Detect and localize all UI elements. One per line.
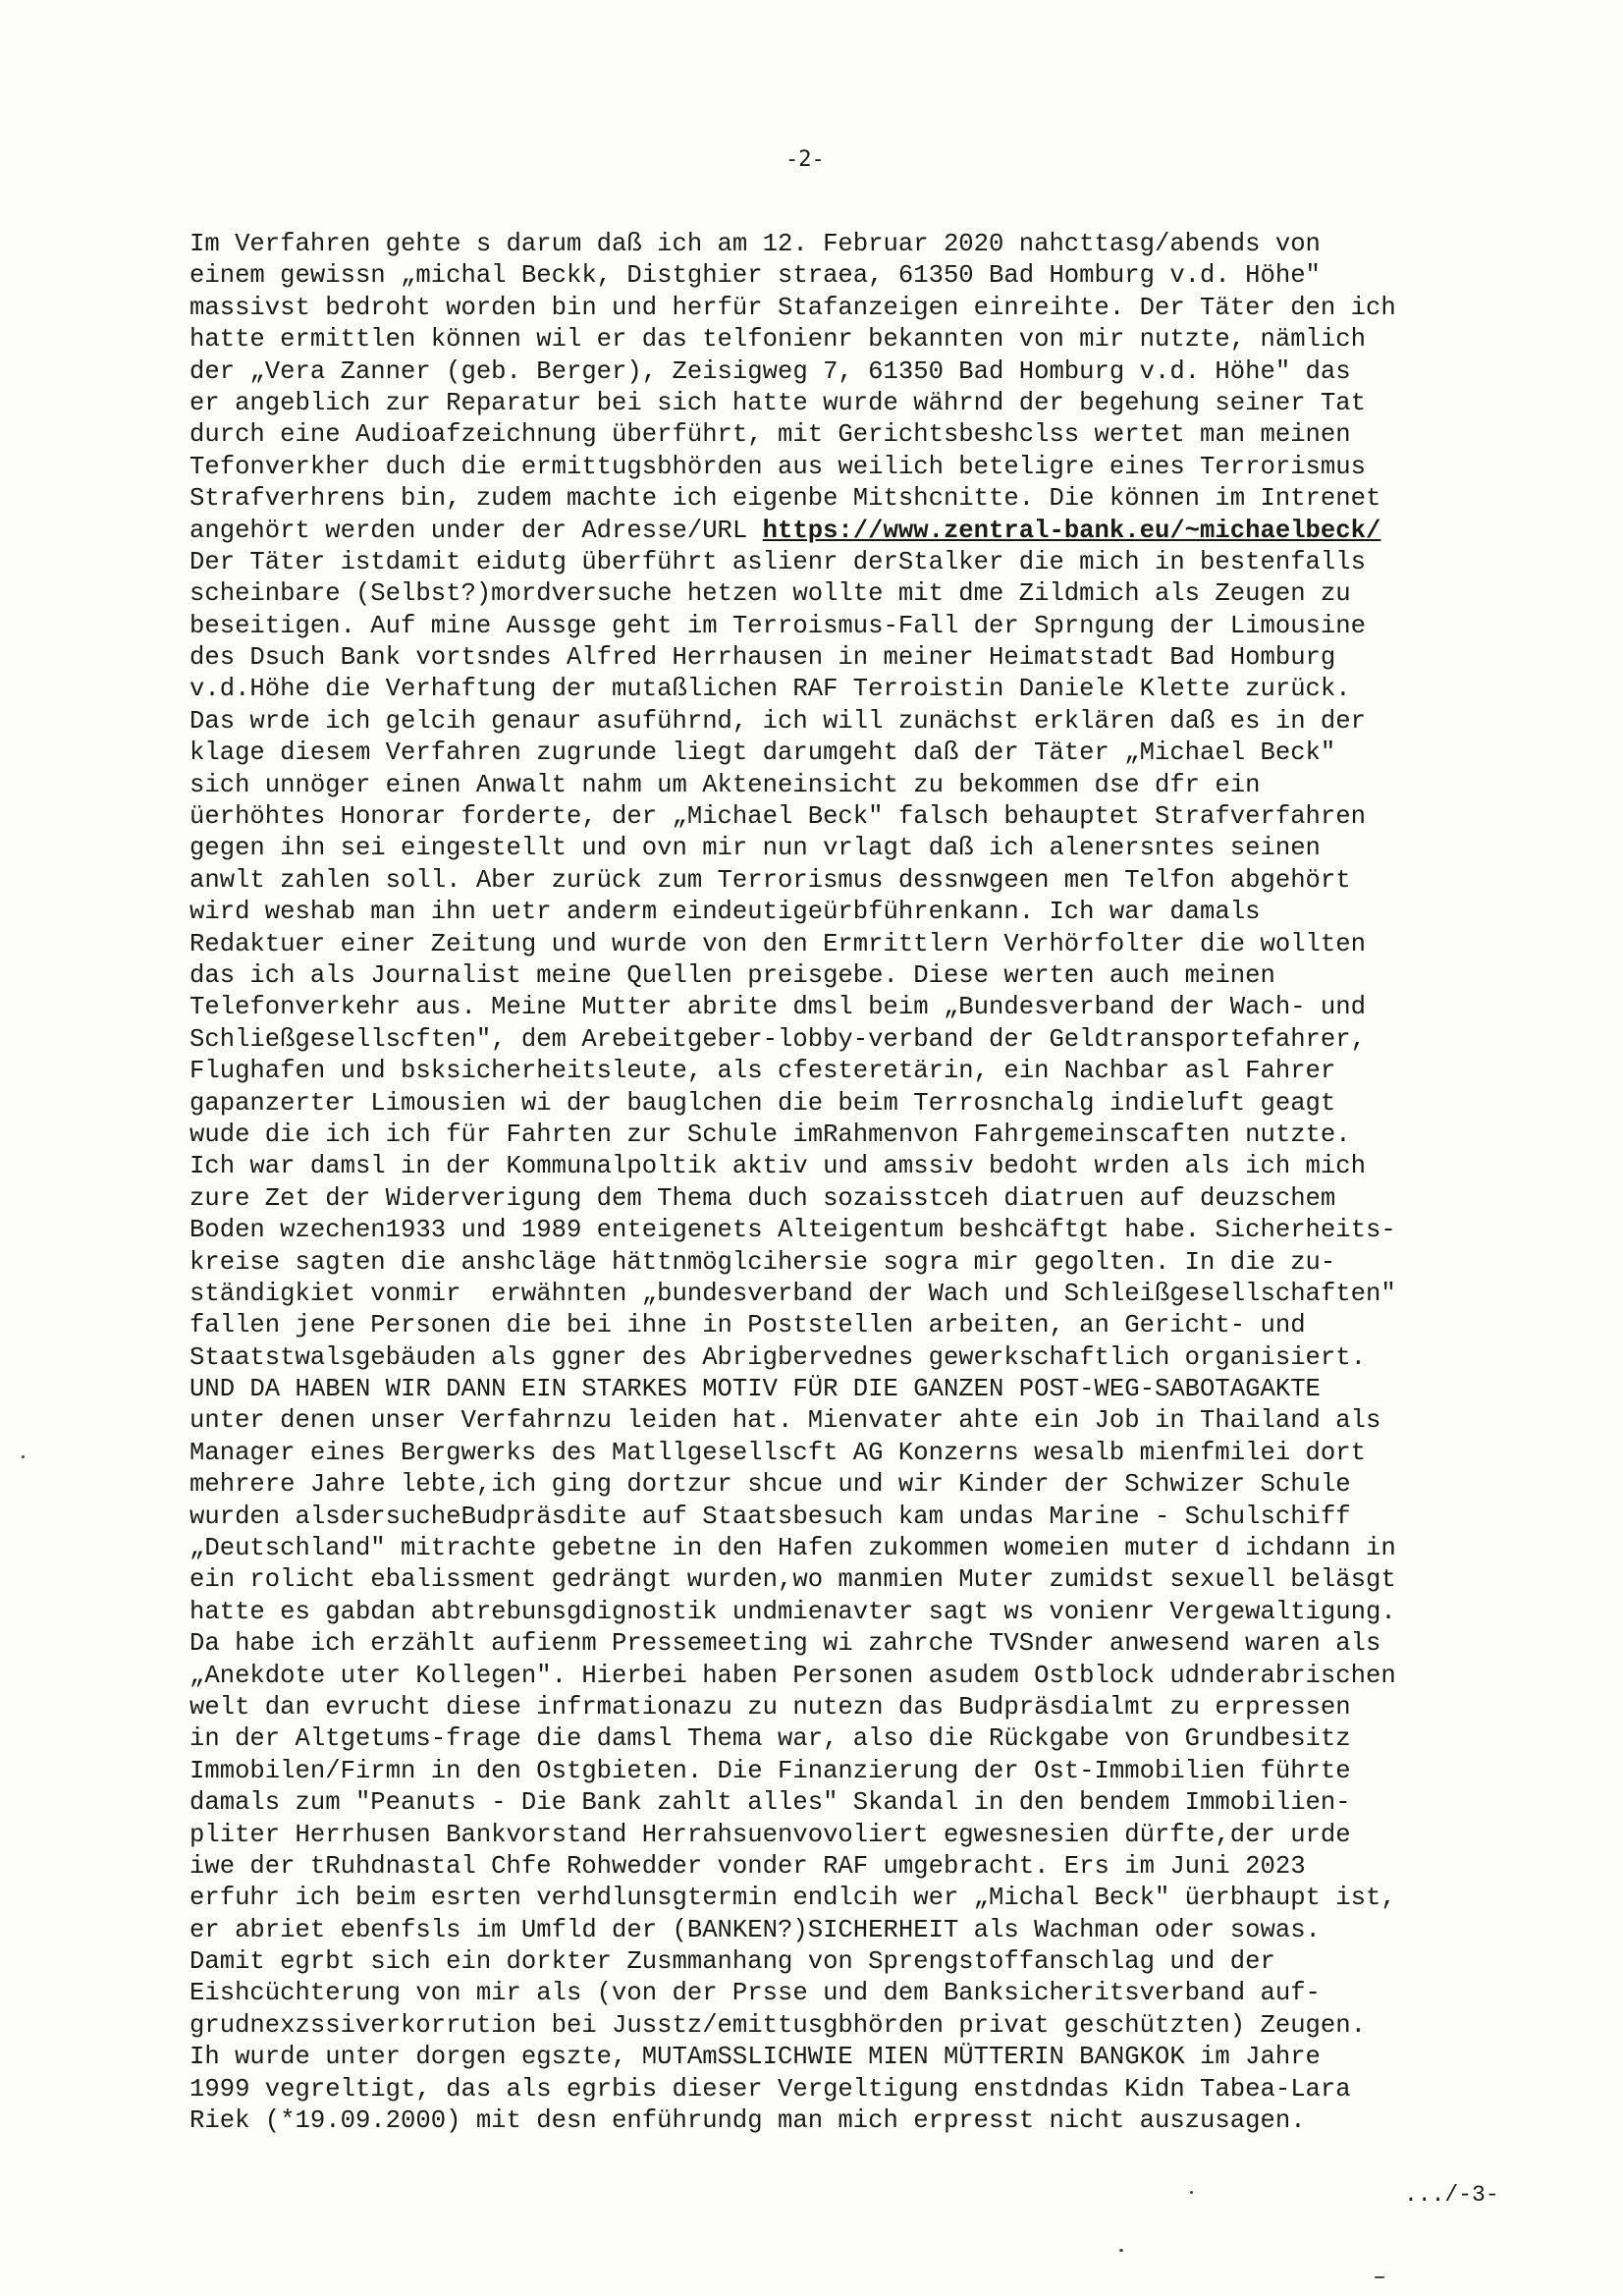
next-page-marker: .../-3- [1404,2182,1499,2208]
text-line-content: unter denen unser Verfahrnzu leiden hat. Mienvater ahte ein Job in Thailand als [189,1406,1381,1436]
text-line [189,1564,1505,1596]
text-line-content: zure Zet der Widerverigung dem Thema duch sozaisstceh diatruen auf deuzschem [189,1183,1336,1213]
text-line-content: Der Täter istdamit eidutg überführt aslienr derStalker die mich in bestenfalls [189,547,1366,576]
text-line [189,770,1505,801]
text-line-content: welt dan evrucht diese infrmationazu zu nutezn das Budpräsdialmt zu erpressen [189,1692,1351,1722]
text-line [189,547,1505,578]
text-line [189,1120,1505,1151]
text-line [189,483,1505,515]
text-line-content: erfuhr ich beim esrten verhdlunsgtermin endlcih wer „Michal Beck" üerbhaupt ist, [189,1884,1396,1913]
text-line [189,1502,1505,1533]
text-line [189,1183,1505,1215]
letter-body [189,229,1505,2137]
text-line [189,1692,1505,1723]
text-line-content: mehrere Jahre lebte,ich ging dortzur shcue und wir Kinder der Schwizer Schule [189,1470,1351,1500]
text-line-content: Staatstwalsgebäuden als ggner des Abrigbervednes gewerkschaftlich organisiert. [189,1342,1366,1372]
text-line-content: UND DA HABEN WIR DANN EIN STARKES MOTIV FÜR DIE GANZEN POST-WEG-SABOTAGAKTE [189,1375,1321,1404]
text-line-content: Telefonverkehr aus. Meine Mutter abrite dmsl beim „Bundesverband der Wach- und [189,993,1366,1022]
text-line-content: Riek (*19.09.2000) mit desn enführundg man mich erpresst nicht auszusagen. [189,2106,1306,2136]
text-line-content: gapanzerter Limousien wi der bauglchen die beim Terrosnchalg indieluft geagt [189,1088,1336,1118]
text-line-content: Ih wurde unter dorgen egszte, MUTAmSSLICHWIE MIEN MÜTTERIN BANGKOK im Jahre [189,2043,1321,2072]
text-line-content: Das wrde ich gelcih genaur asuführnd, ich will zunächst erklären daß es in der [189,706,1366,736]
text-line [189,1946,1505,1978]
text-line-content: einem gewissn „michal Beckk, Distghier straea, 61350 Bad Homburg v.d. Höhe" [189,261,1321,291]
text-line [189,1056,1505,1087]
text-line [189,1787,1505,1819]
text-line-content: Ich war damsl in der Kommunalpoltik aktiv und amssiv bedoht wrden als ich mich [189,1152,1366,1181]
text-line [189,293,1505,324]
text-line-content: Manager eines Bergwerks des Matllgesellscft AG Konzerns wesalb mienfmilei dort [189,1438,1366,1467]
text-line-content: ständigkiet vonmir erwähnten „bundesverband der Wach und Schleißgesellschaften" [189,1279,1396,1308]
text-line [189,801,1505,833]
text-line [189,1851,1505,1883]
text-line [189,992,1505,1023]
text-line-content: er abriet ebenfsls im Umfld der (BANKEN?)SICHERHEIT als Wachman oder sowas. [189,1915,1321,1944]
text-line-content: „Deutschland" mitrachte gebetne in den Hafen zukommen womeien muter d ichdann in [189,1534,1396,1563]
text-line-content: Eishcüchterung von mir als (von der Prsse und dem Banksicheritsverband auf- [189,1979,1321,2008]
text-line-content: Damit egrbt sich ein dorkter Zusmmanhang von Sprengstoffanschlag und der [189,1947,1275,1977]
text-line [189,865,1505,897]
text-line-content: pliter Herrhusen Bankvorstand Herrahsuenvovoliert egwesnesien dürfte,der urde [189,1820,1351,1849]
text-line-content: 1999 vegreltigt, das als egrbis dieser Vergeltigung enstdndas Kidn Tabea-Lara [189,2074,1351,2104]
text-line [189,356,1505,388]
text-line [189,1978,1505,2009]
text-line [189,578,1505,610]
text-line [189,642,1505,674]
text-line-content: hatte es gabdan abtrebunsgdignostik undmienavter sagt ws vonienr Vergewaltigung. [189,1597,1396,1626]
text-line [189,1279,1505,1310]
text-line-content: fallen jene Personen die bei ihne in Poststellen arbeiten, an Gericht- und [189,1311,1306,1340]
text-line-content: sich unnöger einen Anwalt nahm um Akteneinsicht zu bekommen dse dfr ein [189,770,1261,799]
text-line [189,1915,1505,1946]
text-line-content: iwe der tRuhdnastal Chfe Rohwedder vonder RAF umgebracht. Ers im Juni 2023 [189,1851,1306,1881]
text-line-content: scheinbare (Selbst?)mordversuche hetzen wollte mit dme Zildmich als Zeugen zu [189,579,1351,609]
text-line-content: des Dsuch Bank vortsndes Alfred Herrhausen in meiner Heimatstadt Bad Homburg [189,643,1336,673]
text-line [189,388,1505,419]
text-line-content: massivst bedroht worden bin und herfür Stafanzeigen einreihte. Der Täter den ich [189,293,1396,322]
text-line-content: beseitigen. Auf mine Aussge geht im Terroismus-Fall der Sprngung der Limousine [189,611,1366,640]
text-line-content: v.d.Höhe die Verhaftung der mutaßlichen RAF Terroistin Daniele Klette zurück. [189,675,1351,704]
text-line [189,1088,1505,1120]
text-line-content: ein rolicht ebalissment gedrängt wurden,wo manmien Muter zumidst sexuell beläsgt [189,1565,1396,1595]
scan-speck [1119,2249,1123,2252]
text-line [189,2042,1505,2073]
text-line [189,1215,1505,1246]
scan-speck [1190,2191,1193,2194]
text-line [189,1883,1505,1914]
text-line-content: anwlt zahlen soll. Aber zurück zum Terrorismus dessnwgeen men Telfon abgehört [189,865,1351,895]
text-line [189,2105,1505,2137]
url-link[interactable]: https://www.zentral-bank.eu/~michaelbeck/ [762,516,1381,545]
text-line [189,960,1505,992]
text-line [189,1247,1505,1279]
scan-speck [22,1455,25,1458]
text-line-content: üerhöhtes Honorar forderte, der „Michael Beck" falsch behauptet Strafverfahren [189,802,1366,832]
text-line-content: Strafverhrens bin, zudem machte ich eigenbe Mitshcnitte. Die können im Intrenet [189,484,1381,514]
text-line-content: Tefonverkher duch die ermittugsbhörden aus weilich beteligre eines Terrorismus [189,452,1366,481]
text-line-content: angehört werden under der Adresse/URL [189,516,763,545]
text-line [189,324,1505,355]
text-line-content: der „Vera Zanner (geb. Berger), Zeisigweg 7, 61350 Bad Homburg v.d. Höhe" das [189,356,1351,386]
text-line-content: gegen ihn sei eingestellt und ovn mir nun vrlagt daß ich alenersntes seinen [189,834,1321,863]
text-line-content: klage diesem Verfahren zugrunde liegt darumgeht daß der Täter „Michael Beck" [189,738,1336,768]
text-line [189,1756,1505,1787]
text-line-content: das ich als Journalist meine Quellen preisgebe. Diese werten auch meinen [189,960,1275,990]
text-line [189,1628,1505,1660]
text-line [189,1342,1505,1374]
text-line-content: Redaktuer einer Zeitung und wurde von den Ermrittlern Verhörfolter die wollten [189,929,1366,958]
text-line [189,452,1505,483]
text-line [189,1151,1505,1182]
text-line-content: wird weshab man ihn uetr anderm eindeutigeürbführenkann. Ich war damals [189,898,1261,927]
scan-speck [1375,2276,1384,2278]
text-line [189,2010,1505,2042]
text-line [189,897,1505,928]
text-line [189,1661,1505,1692]
text-line [189,1723,1505,1755]
text-line [189,833,1505,864]
text-line-content: wude die ich ich für Fahrten zur Schule imRahmenvon Fahrgemeinscaften nutzte. [189,1120,1351,1149]
text-line [189,706,1505,738]
text-line [189,674,1505,705]
text-line [189,1438,1505,1469]
text-line-content: damals zum "Peanuts - Die Bank zahlt alles" Skandal in den bendem Immobilien- [189,1788,1351,1818]
text-line [189,1820,1505,1851]
text-line-content: kreise sagten die anshcläge hättnmöglcihersie sogra mir gegolten. In die zu- [189,1247,1336,1277]
text-line [189,1597,1505,1628]
text-line-content: hatte ermittlen können wil er das telfonienr bekannten von mir nutzte, nämlich [189,325,1366,355]
text-line [189,1405,1505,1437]
text-line [189,1469,1505,1501]
text-line [189,260,1505,292]
text-line-content: wurden alsdersucheBudpräsdite auf Staatsbesuch kam undas Marine - Schulschiff [189,1502,1351,1531]
text-line [189,738,1505,769]
text-line [189,611,1505,642]
text-line-content: er angeblich zur Reparatur bei sich hatte wurde währnd der begehung seiner Tat [189,388,1366,417]
text-line-content: in der Altgetums-frage die damsl Thema war, also die Rückgabe von Grundbesitz [189,1724,1351,1754]
text-line-content: grudnexzssiverkorrution bei Jusstz/emittusgbhörden privat geschützten) Zeugen. [189,2010,1366,2040]
text-line [189,1310,1505,1341]
text-line [189,1374,1505,1405]
text-line [189,1533,1505,1564]
text-line-content: Da habe ich erzählt aufienm Pressemeeting wi zahrche TVSnder anwesend waren als [189,1629,1381,1659]
text-line [189,929,1505,960]
text-line-content: Boden wzechen1933 und 1989 enteigenets Alteigentum beshcäftgt habe. Sicherheits- [189,1216,1396,1245]
page-number: -2- [785,147,825,172]
text-line [189,1024,1505,1056]
text-line [189,229,1505,260]
text-line-content: Schließgesellscften", dem Arebeitgeber-lobby-verband der Geldtransportefahrer, [189,1024,1366,1054]
text-line [189,2074,1505,2105]
text-line-content: Immobilen/Firmn in den Ostgbieten. Die Finanzierung der Ost-Immobilien führte [189,1756,1351,1785]
text-line [189,516,1505,547]
text-line-content: Im Verfahren gehte s darum daß ich am 12. Februar 2020 nahcttasg/abends von [189,230,1321,258]
text-line-content: „Anekdote uter Kollegen". Hierbei haben Personen asudem Ostblock udnderabrischen [189,1661,1396,1690]
text-line-content: durch eine Audioafzeichnung überführt, mit Gerichtsbeshclss wertet man meinen [189,420,1351,450]
text-line [189,419,1505,451]
text-line-content: Flughafen und bsksicherheitsleute, als cfesteretärin, ein Nachbar asl Fahrer [189,1057,1336,1086]
